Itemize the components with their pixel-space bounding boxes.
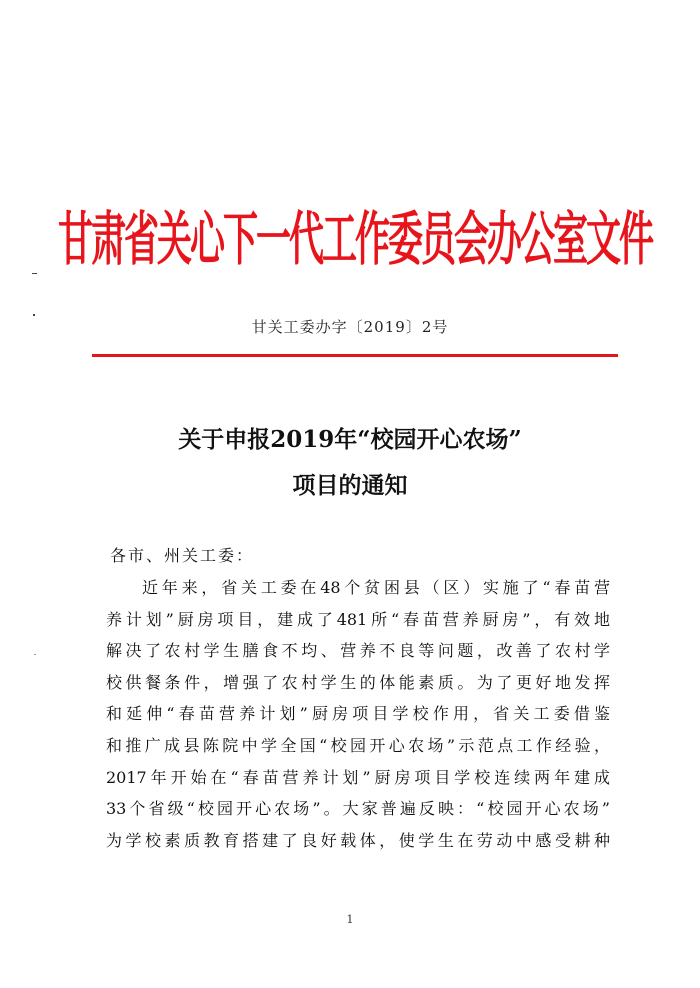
body-line: 和延伸“春苗营养计划”厨房项目学校作用，省关工委借鉴 bbox=[106, 704, 610, 724]
margin-mark bbox=[32, 273, 37, 274]
issuer-header-title: 甘肃省关心下一代工作委员会办公室文件 bbox=[58, 207, 653, 274]
body-line: 解决了农村学生膳食不均、营养不良等问题，改善了农村学 bbox=[106, 641, 610, 661]
body-line: 33个省级“校园开心农场”。大家普遍反映：“校园开心农场” bbox=[106, 799, 610, 819]
body-line: 校供餐条件，增强了农村学生的体能素质。为了更好地发挥 bbox=[106, 672, 610, 692]
document-number: 甘关工委办字〔2019〕2号 bbox=[251, 318, 449, 336]
red-separator-line bbox=[92, 354, 618, 357]
body-line: 2017年开始在“春苗营养计划”厨房项目学校连续两年建成 bbox=[106, 767, 610, 787]
notice-title-line-2: 项目的通知 bbox=[292, 472, 408, 499]
page-number: 1 bbox=[346, 913, 354, 926]
body-line: 为学校素质教育搭建了良好载体，使学生在劳动中感受耕种 bbox=[106, 830, 610, 850]
body-line: 近年来，省关工委在48个贫困县（区）实施了“春苗营 bbox=[142, 578, 610, 597]
body-paragraph bbox=[106, 572, 610, 856]
body-line: 和推广成县陈院中学全国“校园开心农场”示范点工作经验， bbox=[106, 735, 610, 755]
salutation: 各市、州关工委： bbox=[110, 546, 255, 565]
notice-title-line-1: 关于申报2019年“校园开心农场” bbox=[178, 426, 522, 453]
margin-mark bbox=[34, 654, 36, 655]
body-line: 养计划”厨房项目，建成了481所“春苗营养厨房”，有效地 bbox=[106, 609, 610, 629]
